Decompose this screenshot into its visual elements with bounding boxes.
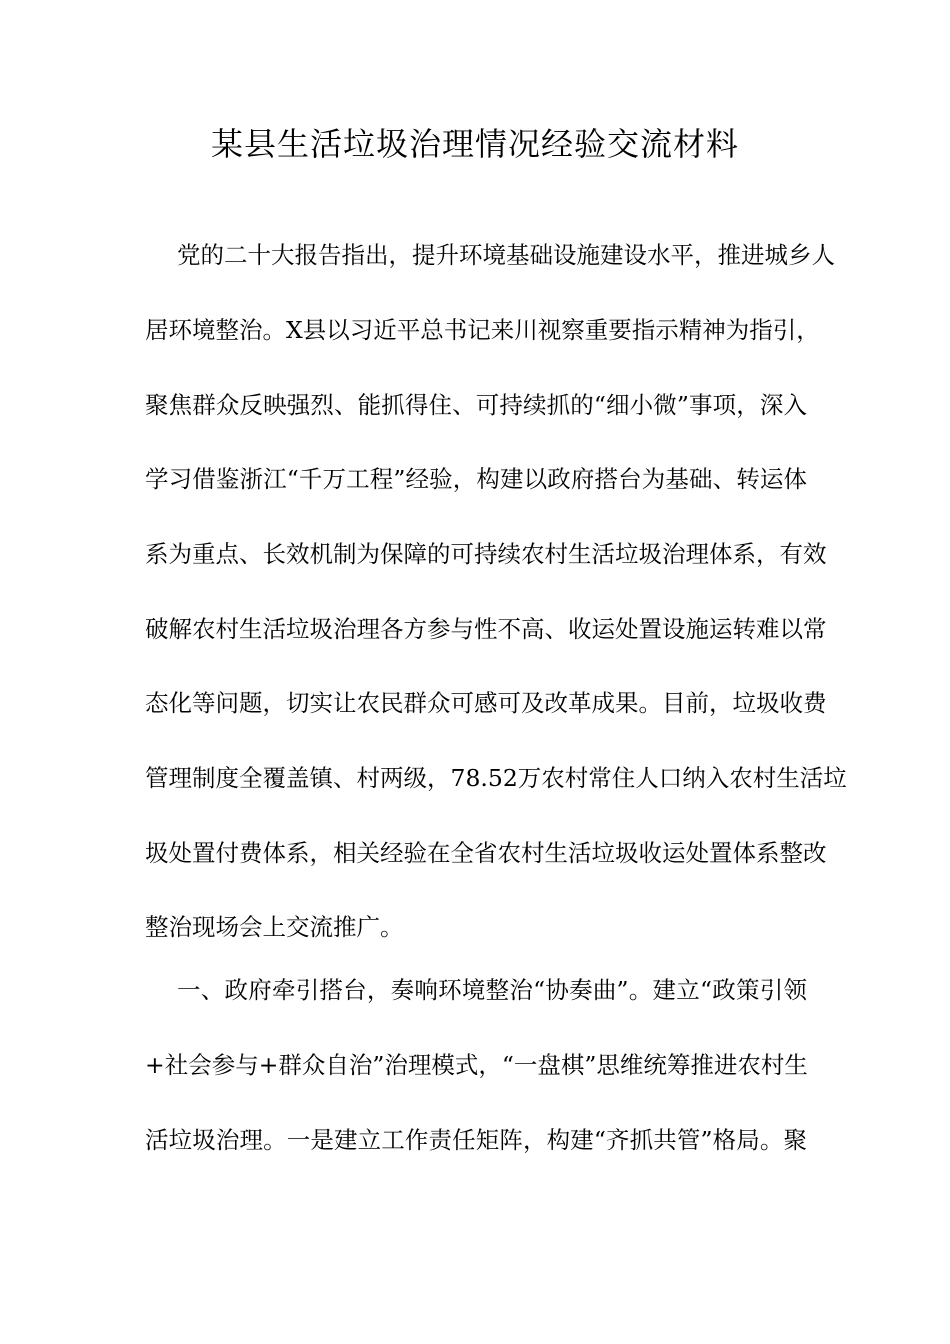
paragraph-line: 学习借鉴浙江“千万工程”经验，构建以政府搭台为基础、转运体 [145,465,807,493]
paragraph-line: 活垃圾治理。一是建立工作责任矩阵，构建“齐抓共管”格局。聚 [145,1126,807,1154]
paragraph-line: 系为重点、长效机制为保障的可持续农村生活垃圾治理体系，有效 [145,540,827,568]
paragraph-line: 态化等问题，切实让农民群众可感可及改革成果。目前，垃圾收费 [145,689,827,717]
paragraph-line: 整治现场会上交流推广。 [145,913,404,941]
paragraph-line: 党的二十大报告指出，提升环境基础设施建设水平，推进城乡人 [177,241,835,269]
paragraph-line: 管理制度全覆盖镇、村两级，78.52万农村常住人口纳入农村生活垃 [145,764,847,792]
paragraph-line: 一、政府牵引搭台，奏响环境整治“协奏曲”。建立“政策引领 [177,976,807,1004]
paragraph-line: +社会参与+群众自治”治理模式，“一盘棋”思维统筹推进农村生 [145,1051,808,1079]
paragraph-line: 聚焦群众反映强烈、能抓得住、可持续抓的“细小微”事项，深入 [145,391,807,419]
paragraph-line: 居环境整治。X县以习近平总书记来川视察重要指示精神为指引， [145,316,820,344]
document-title: 某县生活垃圾治理情况经验交流材料 [210,125,739,163]
paragraph-line: 破解农村生活垃圾治理各方参与性不高、收运处置设施运转难以常 [145,615,827,643]
paragraph-line: 圾处置付费体系，相关经验在全省农村生活垃圾收运处置体系整改 [145,839,827,867]
